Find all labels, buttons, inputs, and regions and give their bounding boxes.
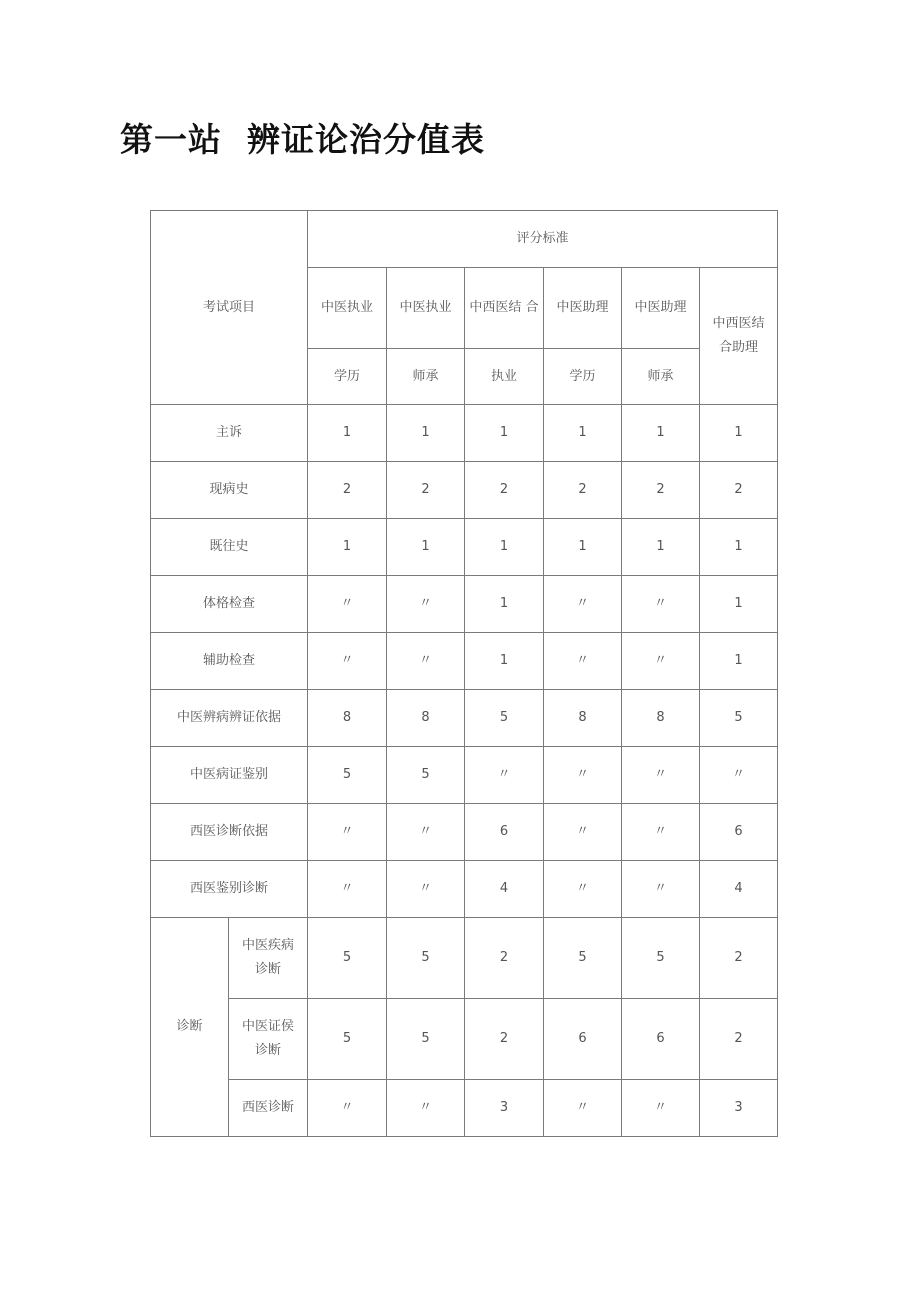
score-cell: 3 [700,1080,778,1137]
column-header: 中医执业 [308,268,387,349]
score-cell: 〃 [622,804,700,861]
table-row [151,462,778,519]
score-cell: 〃 [544,861,622,918]
score-cell: 〃 [308,576,387,633]
column-header: 中西医结 合 [465,268,544,349]
score-cell: 〃 [544,804,622,861]
score-cell: 〃 [700,747,778,804]
table-row [151,918,778,999]
score-cell: 〃 [387,861,465,918]
score-cell: 1 [622,519,700,576]
score-cell: 〃 [308,861,387,918]
score-cell: 1 [308,519,387,576]
score-cell: 2 [544,462,622,519]
score-cell: 〃 [308,1080,387,1137]
score-cell: 5 [465,690,544,747]
score-cell: 1 [544,519,622,576]
score-cell: 1 [700,633,778,690]
table-row [151,1080,778,1137]
row-label: 西医鉴别诊断 [151,861,308,918]
score-cell: 1 [700,519,778,576]
column-subheader: 师承 [387,349,465,405]
score-cell: 4 [465,861,544,918]
score-cell: 〃 [622,747,700,804]
table-row [151,405,778,462]
row-label: 既往史 [151,519,308,576]
score-cell: 1 [700,576,778,633]
score-cell: 5 [308,999,387,1080]
score-cell: 4 [700,861,778,918]
column-header: 中西医结合助理 [700,268,778,405]
column-subheader: 学历 [544,349,622,405]
table-row [151,633,778,690]
row-sublabel: 西医诊断 [229,1080,308,1137]
score-cell: 1 [622,405,700,462]
score-cell: 2 [465,462,544,519]
score-cell: 6 [465,804,544,861]
score-cell: 〃 [544,747,622,804]
column-header: 中医助理 [622,268,700,349]
score-cell: 〃 [544,576,622,633]
table-row [151,690,778,747]
score-cell: 2 [308,462,387,519]
score-cell: 6 [700,804,778,861]
score-cell: 8 [622,690,700,747]
score-cell: 2 [700,462,778,519]
score-cell: 〃 [544,633,622,690]
table-row [151,576,778,633]
table-row [151,747,778,804]
table-row [151,804,778,861]
score-cell: 〃 [308,804,387,861]
score-cell: 〃 [622,633,700,690]
score-cell: 〃 [308,633,387,690]
score-cell: 1 [387,519,465,576]
score-cell: 3 [465,1080,544,1137]
score-cell: 1 [387,405,465,462]
score-cell: 5 [308,918,387,999]
score-cell: 5 [544,918,622,999]
column-subheader: 执业 [465,349,544,405]
table-row [151,519,778,576]
score-cell: 1 [544,405,622,462]
score-cell: 2 [387,462,465,519]
score-cell: 〃 [465,747,544,804]
header-standard: 评分标准 [308,211,778,268]
row-label: 西医诊断依据 [151,804,308,861]
score-cell: 2 [465,918,544,999]
score-cell: 〃 [544,1080,622,1137]
column-header: 中医助理 [544,268,622,349]
score-cell: 1 [465,633,544,690]
score-cell: 5 [308,747,387,804]
score-cell: 8 [387,690,465,747]
score-cell: 2 [622,462,700,519]
score-cell: 5 [700,690,778,747]
column-header: 中医执业 [387,268,465,349]
score-cell: 〃 [387,576,465,633]
score-cell: 2 [465,999,544,1080]
score-cell: 1 [308,405,387,462]
score-cell: 5 [622,918,700,999]
row-label: 主诉 [151,405,308,462]
score-table [150,210,778,1137]
table-row [151,861,778,918]
row-sublabel: 中医疾病诊断 [229,918,308,999]
score-cell: 2 [700,999,778,1080]
row-label: 辅助检查 [151,633,308,690]
score-cell: 5 [387,747,465,804]
diagnosis-label: 诊断 [151,918,229,1137]
score-cell: 5 [387,918,465,999]
row-sublabel: 中医证侯诊断 [229,999,308,1080]
score-cell: 5 [387,999,465,1080]
column-subheader: 师承 [622,349,700,405]
score-cell: 6 [622,999,700,1080]
score-cell: 1 [465,519,544,576]
score-cell: 6 [544,999,622,1080]
score-cell: 8 [544,690,622,747]
score-cell: 〃 [387,633,465,690]
score-cell: 1 [465,405,544,462]
score-cell: 〃 [387,1080,465,1137]
page-title: 第一站 辨证论治分值表 [120,120,485,159]
row-label: 中医辨病辨证依据 [151,690,308,747]
score-cell: 2 [700,918,778,999]
row-label: 体格检查 [151,576,308,633]
score-cell: 〃 [387,804,465,861]
score-cell: 〃 [622,576,700,633]
row-label: 中医病证鉴别 [151,747,308,804]
column-subheader: 学历 [308,349,387,405]
table-row [151,999,778,1080]
header-item: 考试项目 [151,211,308,405]
score-cell: 1 [700,405,778,462]
score-cell: 〃 [622,1080,700,1137]
score-cell: 1 [465,576,544,633]
row-label: 现病史 [151,462,308,519]
score-cell: 〃 [622,861,700,918]
score-cell: 8 [308,690,387,747]
